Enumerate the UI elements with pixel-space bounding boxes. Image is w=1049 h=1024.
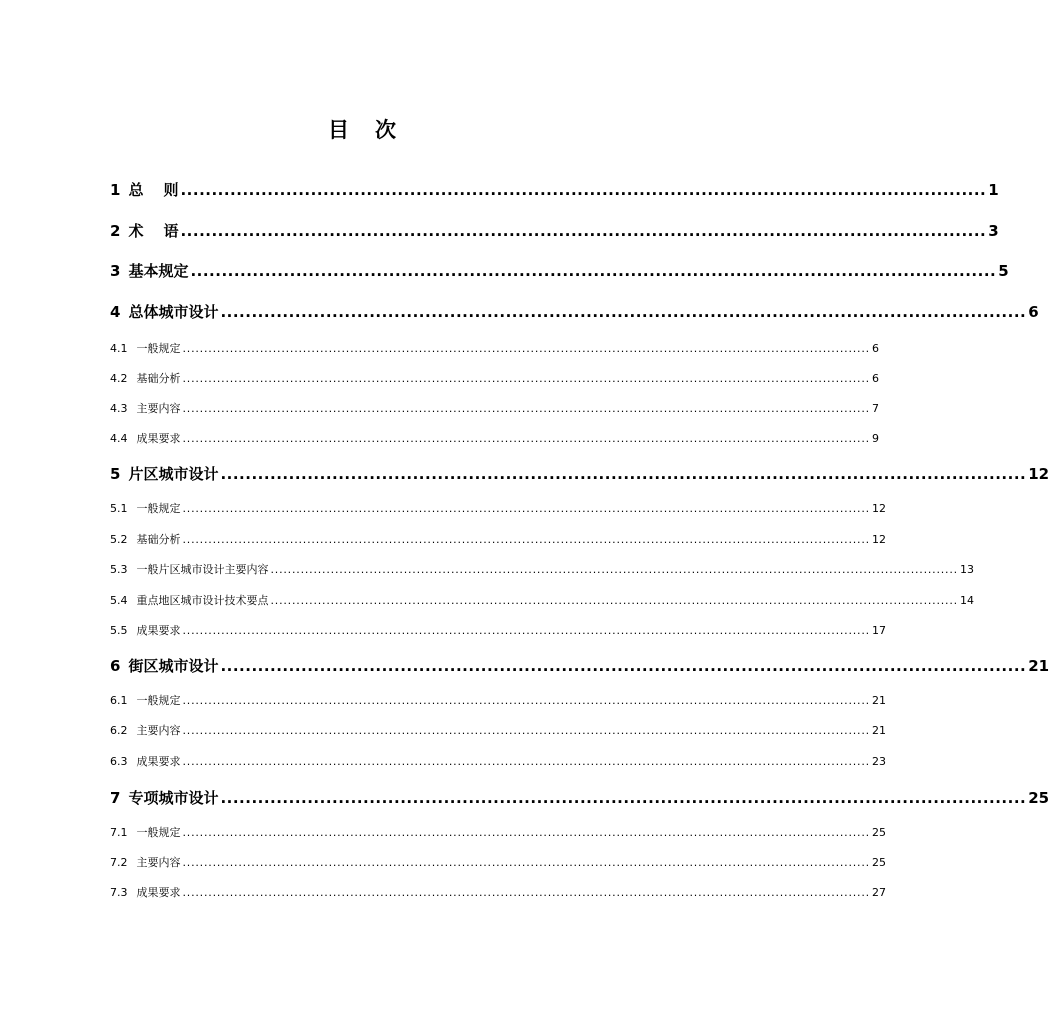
toc-entry-number: 2 <box>110 222 121 240</box>
toc-page-number: 6 <box>871 372 879 385</box>
dot-leader: ................................................................................................................................................................ <box>182 856 870 869</box>
page-title <box>0 114 724 144</box>
toc-entry-number: 5.4 <box>110 594 128 607</box>
toc-page-number: 12 <box>871 533 886 546</box>
dot-leader: ................................................................................................................................................................ <box>182 342 870 355</box>
title-char-2: 次 <box>375 118 396 142</box>
dot-leader: ................................................................................................................................................................ <box>270 594 958 607</box>
toc-entry-number: 7.2 <box>110 856 128 869</box>
toc-entry-2[interactable] <box>110 220 999 241</box>
toc-page-number: 25 <box>871 856 886 869</box>
toc-entry-7-2[interactable] <box>110 854 886 870</box>
toc-entry-7-1[interactable] <box>110 824 886 840</box>
toc-entry-4-2[interactable] <box>110 370 879 386</box>
toc-page-number: 17 <box>871 624 886 637</box>
toc-page-number: 27 <box>871 886 886 899</box>
dot-leader: .................................................................................................................................. <box>220 465 1027 483</box>
toc-entry-3[interactable] <box>110 260 1009 281</box>
toc-entry-number: 3 <box>110 262 121 280</box>
toc-entry-number: 6.1 <box>110 694 128 707</box>
toc-page-number: 6 <box>871 342 879 355</box>
dot-leader: ................................................................................................................................................................ <box>182 886 870 899</box>
toc-entry-label: 总 则 <box>128 181 179 199</box>
dot-leader: ................................................................................................................................................................ <box>182 502 870 515</box>
toc-page-number: 21 <box>871 694 886 707</box>
toc-page-number: 14 <box>959 594 974 607</box>
toc-entry-5-1[interactable] <box>110 500 886 516</box>
dot-leader: ................................................................................................................................................................ <box>270 563 958 576</box>
toc-entry-number: 4.2 <box>110 372 128 385</box>
toc-page-number: 9 <box>871 432 879 445</box>
toc-entry-number: 5.3 <box>110 563 128 576</box>
toc-entry-5-5[interactable] <box>110 622 886 638</box>
toc-entry-4[interactable] <box>110 301 1039 322</box>
toc-entry-number: 6.2 <box>110 724 128 737</box>
toc-entry-label: 主要内容 <box>136 402 181 415</box>
toc-entry-label: 重点地区城市设计技术要点 <box>136 594 269 607</box>
toc-entry-label: 专项城市设计 <box>128 789 219 807</box>
toc-entry-label: 一般规定 <box>136 502 181 515</box>
dot-leader: ................................................................................................................................................................ <box>182 694 870 707</box>
title-char-1: 目 <box>328 118 349 142</box>
dot-leader: ................................................................................................................................................................ <box>182 372 870 385</box>
toc-entry-number: 5.5 <box>110 624 128 637</box>
toc-entry-label: 片区城市设计 <box>128 465 219 483</box>
toc-entry-5-2[interactable] <box>110 531 886 547</box>
toc-entry-7[interactable] <box>110 787 1049 808</box>
toc-page-number: 25 <box>1028 789 1049 807</box>
toc-entry-6-3[interactable] <box>110 753 886 769</box>
toc-page-number: 1 <box>988 181 999 199</box>
toc-entry-number: 7.3 <box>110 886 128 899</box>
dot-leader: ................................................................................................................................................................ <box>182 402 870 415</box>
dot-leader: .................................................................................................................................. <box>220 303 1027 321</box>
toc-page-number: 23 <box>871 755 886 768</box>
dot-leader: ................................................................................................................................................................ <box>182 826 870 839</box>
dot-leader: .................................................................................................................................. <box>180 222 987 240</box>
toc-entry-number: 5 <box>110 465 121 483</box>
toc-page-number: 12 <box>871 502 886 515</box>
toc-entry-label: 成果要求 <box>136 624 181 637</box>
dot-leader: ................................................................................................................................................................ <box>182 533 870 546</box>
dot-leader: ................................................................................................................................................................ <box>182 755 870 768</box>
toc-page-number: 21 <box>1028 657 1049 675</box>
toc-entry-label: 基本规定 <box>128 262 189 280</box>
toc-entry-6[interactable] <box>110 655 1049 676</box>
toc-entry-label: 街区城市设计 <box>128 657 219 675</box>
toc-entry-7-3[interactable] <box>110 884 886 900</box>
toc-entry-number: 4.1 <box>110 342 128 355</box>
toc-entry-6-1[interactable] <box>110 692 886 708</box>
toc-entry-4-4[interactable] <box>110 430 879 446</box>
toc-entry-6-2[interactable] <box>110 722 886 738</box>
toc-entry-label: 成果要求 <box>136 432 181 445</box>
toc-entry-number: 6.3 <box>110 755 128 768</box>
toc-entry-number: 4.3 <box>110 402 128 415</box>
dot-leader: ................................................................................................................................................................ <box>182 432 870 445</box>
toc-entry-label: 基础分析 <box>136 372 181 385</box>
toc-entry-1[interactable] <box>110 179 999 200</box>
toc-page-number: 13 <box>959 563 974 576</box>
dot-leader: .................................................................................................................................. <box>180 181 987 199</box>
toc-entry-number: 7 <box>110 789 121 807</box>
toc-entry-label: 术 语 <box>128 222 179 240</box>
toc-entry-label: 基础分析 <box>136 533 181 546</box>
dot-leader: ................................................................................................................................................................ <box>182 724 870 737</box>
toc-entry-5[interactable] <box>110 463 1049 484</box>
dot-leader: .................................................................................................................................. <box>220 789 1027 807</box>
toc-entry-label: 主要内容 <box>136 856 181 869</box>
toc-entry-4-3[interactable] <box>110 400 879 416</box>
toc-entry-number: 1 <box>110 181 121 199</box>
toc-page-number: 25 <box>871 826 886 839</box>
toc-entry-4-1[interactable] <box>110 340 879 356</box>
toc-entry-number: 6 <box>110 657 121 675</box>
toc-entry-number: 7.1 <box>110 826 128 839</box>
toc-entry-label: 一般规定 <box>136 342 181 355</box>
toc-page-number: 6 <box>1028 303 1039 321</box>
dot-leader: .................................................................................................................................. <box>220 657 1027 675</box>
toc-entry-label: 成果要求 <box>136 755 181 768</box>
toc-entry-number: 4 <box>110 303 121 321</box>
dot-leader: ................................................................................................................................................................ <box>182 624 870 637</box>
toc-entry-number: 5.2 <box>110 533 128 546</box>
toc-page-number: 3 <box>988 222 999 240</box>
toc-entry-number: 4.4 <box>110 432 128 445</box>
toc-entry-label: 一般规定 <box>136 694 181 707</box>
dot-leader: .................................................................................................................................. <box>190 262 997 280</box>
toc-entry-5-4[interactable] <box>110 592 974 608</box>
toc-entry-label: 一般规定 <box>136 826 181 839</box>
toc-page-number: 5 <box>998 262 1009 280</box>
toc-entry-label: 总体城市设计 <box>128 303 219 321</box>
toc-entry-label: 主要内容 <box>136 724 181 737</box>
toc-entry-number: 5.1 <box>110 502 128 515</box>
toc-page-number: 7 <box>871 402 879 415</box>
toc-entry-label: 成果要求 <box>136 886 181 899</box>
toc-entry-label: 一般片区城市设计主要内容 <box>136 563 269 576</box>
toc-page-number: 21 <box>871 724 886 737</box>
toc-entry-5-3[interactable] <box>110 561 974 577</box>
toc-page-number: 12 <box>1028 465 1049 483</box>
